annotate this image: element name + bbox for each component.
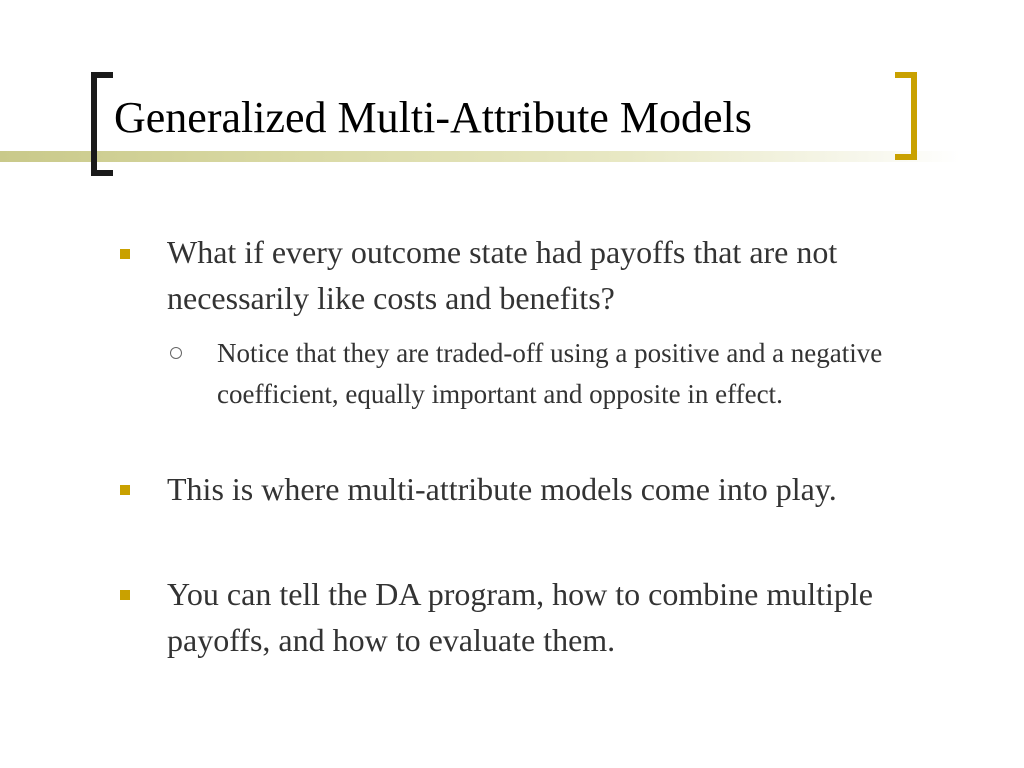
square-bullet-icon: [120, 249, 130, 259]
right-bracket-decoration: [895, 72, 917, 160]
bullet-item: This is where multi-attribute models come into play.: [167, 471, 837, 507]
left-bracket-decoration: [91, 72, 113, 176]
bullet-item: You can tell the DA program, how to combine multiple payoffs, and how to evaluate them.: [167, 576, 873, 658]
bullet-item: What if every outcome state had payoffs that are not necessarily like costs and benefits?: [167, 234, 838, 316]
square-bullet-icon: [120, 590, 130, 600]
title-underline-band: [0, 151, 960, 162]
slide-title: Generalized Multi-Attribute Models: [114, 93, 752, 142]
square-bullet-icon: [120, 485, 130, 495]
sub-bullet-item: Notice that they are traded-off using a positive and a negative coefficient, equally important and opposite in effect.: [217, 338, 883, 409]
hollow-circle-bullet-icon: [170, 347, 182, 359]
